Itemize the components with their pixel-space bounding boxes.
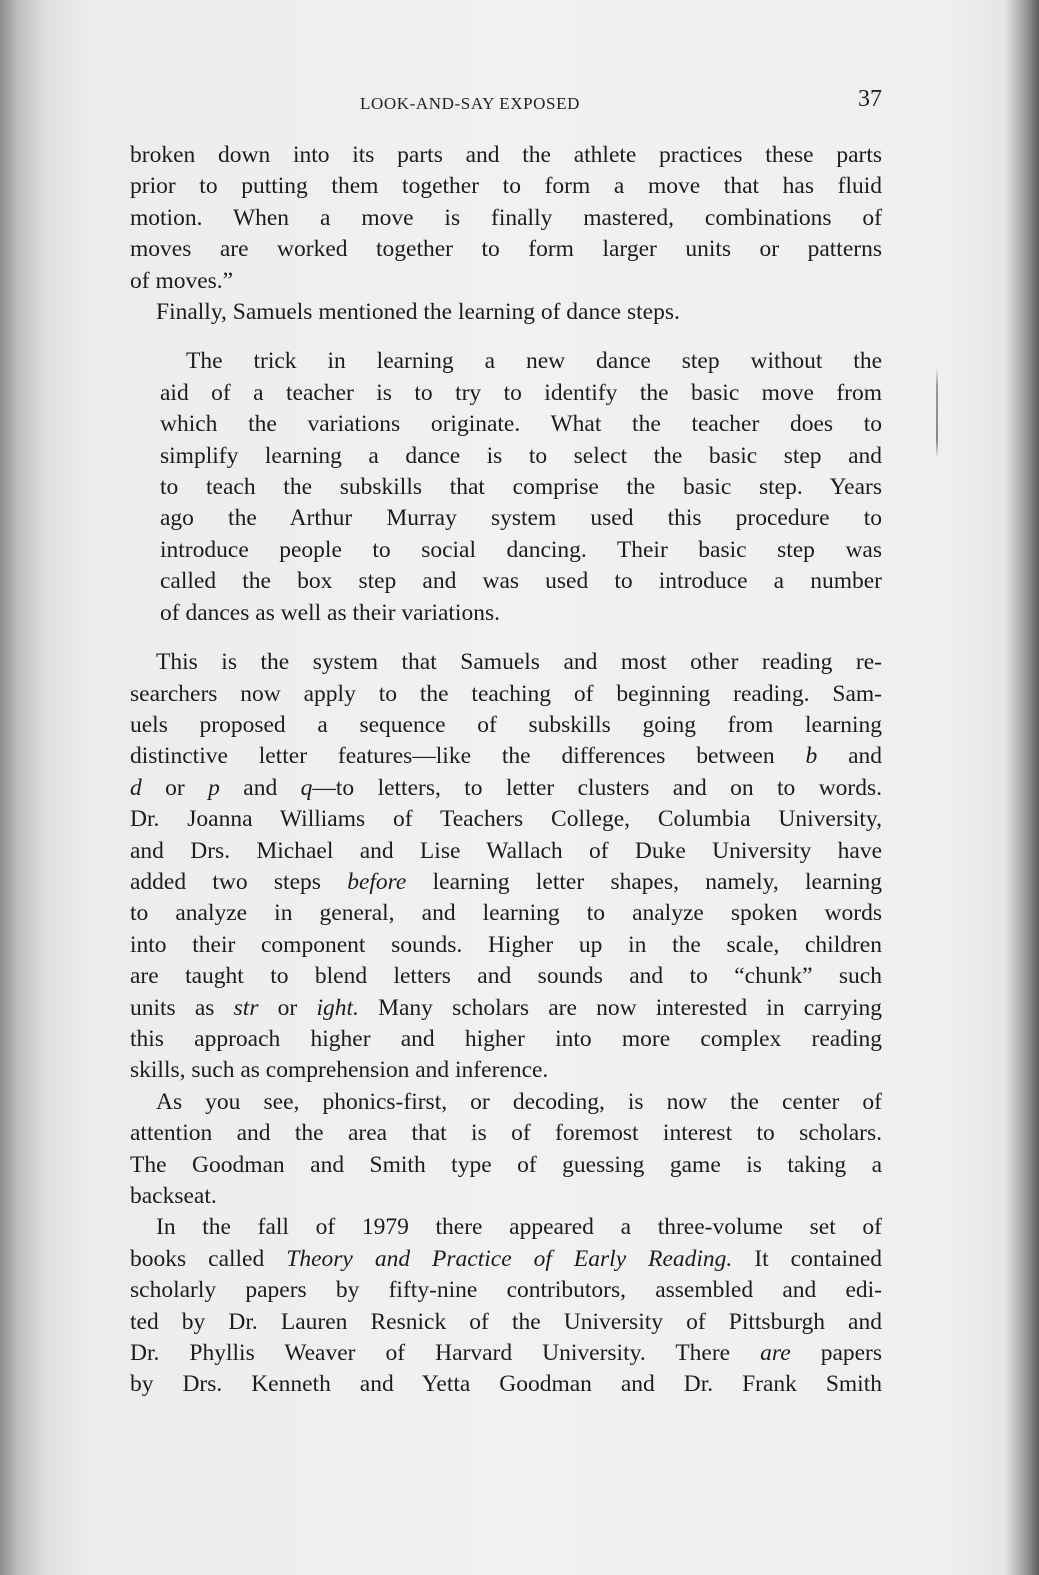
text-line xyxy=(130,867,882,898)
text-span: Dr. Phyllis Weaver of Harvard University. There xyxy=(130,1340,731,1367)
text-line: ted by Dr. Lauren Resnick of the University of Pittsburgh and xyxy=(130,1308,882,1335)
text-line: moves are worked together to form larger units or patterns xyxy=(130,236,882,263)
text-line: Dr. Joanna Williams of Teachers College, Columbia University, xyxy=(130,806,882,833)
text-line: As you see, phonics-first, or decoding, is now the center of xyxy=(156,1088,882,1115)
text-line xyxy=(130,741,882,772)
paragraph-dance-intro xyxy=(130,297,882,328)
text-span: learning letter shapes, namely, learning xyxy=(432,868,883,895)
text-line: ago the Arthur Murray system used this procedure to xyxy=(160,505,882,532)
italic-letter: p xyxy=(208,774,220,801)
italic-word: ight. xyxy=(316,994,359,1021)
text-line: uels proposed a sequence of subskills going from learning xyxy=(130,711,882,738)
text-line: backseat. xyxy=(130,1183,217,1209)
paragraph-1979 xyxy=(130,1212,882,1400)
text-line: which the variations originate. What the teacher does to xyxy=(160,411,882,438)
page-body xyxy=(130,140,882,1401)
text-line xyxy=(130,1338,882,1369)
text-span: or xyxy=(277,994,298,1021)
text-span: or xyxy=(165,774,185,801)
text-span: and xyxy=(243,774,278,801)
text-line: called the box step and was used to introduce a number xyxy=(160,568,882,595)
paragraph-system xyxy=(130,647,882,1087)
text-line: scholarly papers by fifty-nine contributors, assembled and edi- xyxy=(130,1277,882,1304)
text-line: The trick in learning a new dance step without the xyxy=(186,348,882,375)
text-line: into their component sounds. Higher up in the scale, children xyxy=(130,931,882,958)
text-line: simplify learning a dance is to select the basic step and xyxy=(160,442,882,469)
text-span: distinctive letter features—like the differences between xyxy=(130,743,775,770)
paragraph-athlete xyxy=(130,140,882,297)
italic-letter: b xyxy=(805,743,818,770)
text-line: The Goodman and Smith type of guessing game is taking a xyxy=(130,1151,882,1178)
text-line: searchers now apply to the teaching of beginning reading. Sam- xyxy=(130,680,882,707)
text-line: broken down into its parts and the athlete practices these parts xyxy=(130,142,882,168)
text-line: attention and the area that is of foremost interest to scholars. xyxy=(130,1120,882,1147)
text-span: and xyxy=(848,743,883,770)
text-line: In the fall of 1979 there appeared a three-volume set of xyxy=(156,1214,882,1241)
book-title: Theory and Practice of Early Reading. xyxy=(286,1245,733,1272)
italic-word: are xyxy=(760,1340,791,1367)
italic-letter: q xyxy=(300,774,313,801)
text-span: papers xyxy=(820,1340,883,1367)
italic-word: before xyxy=(347,868,407,895)
text-line: aid of a teacher is to try to identify the basic move from xyxy=(160,379,882,406)
block-quote-dance xyxy=(160,346,882,629)
paragraph-phonics xyxy=(130,1087,882,1213)
text-line: introduce people to social dancing. Their basic step was xyxy=(160,536,882,563)
text-line: prior to putting them together to form a move that has fluid xyxy=(130,173,882,200)
text-span: added two steps xyxy=(130,868,321,895)
text-line: skills, such as comprehension and inference. xyxy=(130,1057,549,1084)
running-head: LOOK-AND-SAY EXPOSED xyxy=(360,94,580,113)
text-span: It contained xyxy=(754,1245,883,1272)
italic-letter: d xyxy=(130,774,142,801)
text-line: and Drs. Michael and Lise Wallach of Duke University have xyxy=(130,837,882,864)
text-span: units as xyxy=(130,994,215,1021)
page-header xyxy=(130,88,882,120)
italic-word: str xyxy=(233,994,259,1021)
text-line: by Drs. Kenneth and Yetta Goodman and Dr. Frank Smith xyxy=(130,1371,882,1398)
text-span: —to letters, to letter clusters and on to words. xyxy=(312,774,883,801)
text-line: This is the system that Samuels and most other reading re- xyxy=(156,649,882,676)
text-line: are taught to blend letters and sounds and to “chunk” such xyxy=(130,963,882,990)
text-line: of dances as well as their variations. xyxy=(160,599,500,626)
text-span: books called xyxy=(130,1245,265,1272)
text-line xyxy=(130,1244,882,1275)
text-line: motion. When a move is finally mastered, combinations of xyxy=(130,204,882,231)
page-number: 37 xyxy=(858,86,882,112)
text-line: Finally, Samuels mentioned the learning of dance steps. xyxy=(156,299,680,326)
text-line: to teach the subskills that comprise the basic step. Years xyxy=(160,474,882,501)
text-line: of moves.” xyxy=(130,267,234,294)
page-mark xyxy=(936,368,938,458)
text-line xyxy=(130,993,882,1024)
text-line: to analyze in general, and learning to analyze spoken words xyxy=(130,900,882,927)
text-span: Many scholars are now interested in carrying xyxy=(378,994,883,1021)
text-line: this approach higher and higher into more complex reading xyxy=(130,1025,882,1052)
text-line xyxy=(130,773,882,804)
